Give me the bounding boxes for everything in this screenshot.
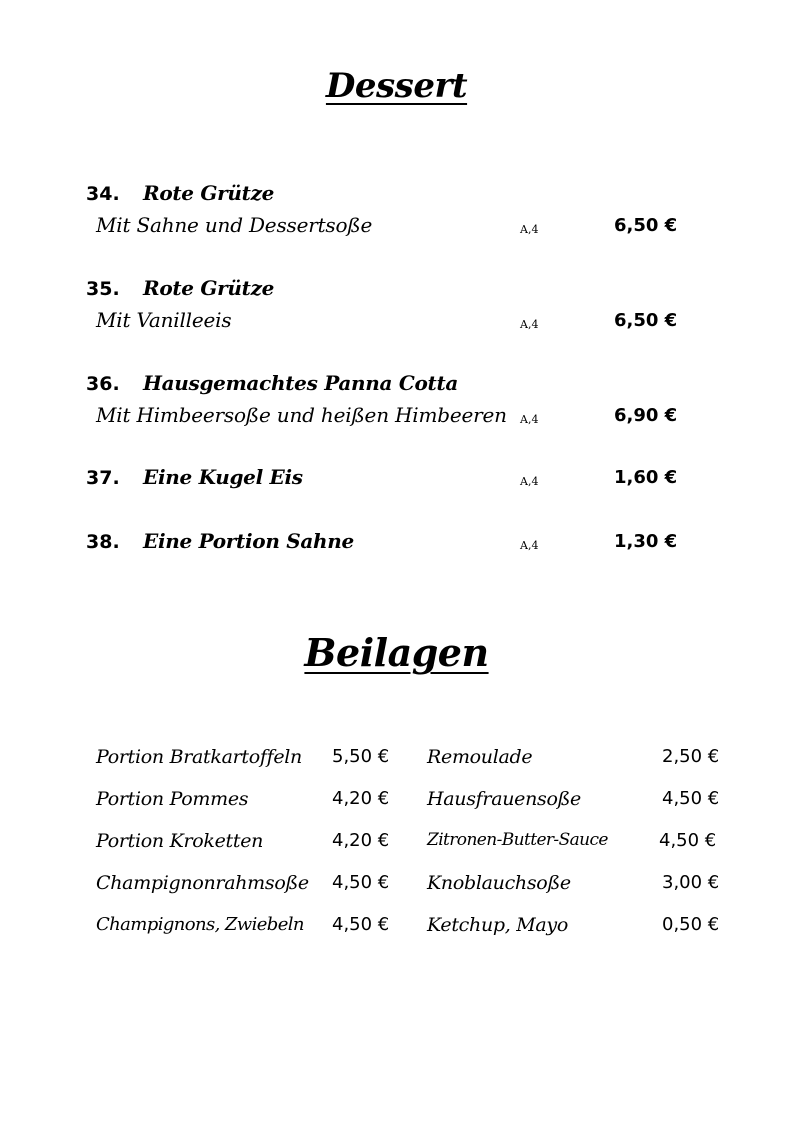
side-dish-price: 4,20 €	[332, 788, 390, 809]
side-dish-name: Portion Pommes	[96, 788, 249, 810]
item-price: 6,90 €	[614, 405, 678, 426]
item-price: 6,50 €	[614, 310, 678, 331]
item-price: 1,30 €	[614, 531, 678, 552]
item-number: 34.	[86, 183, 120, 205]
item-description: Mit Vanilleeis	[96, 308, 232, 332]
item-number: 38.	[86, 531, 120, 553]
side-dish-price: 2,50 €	[662, 746, 720, 767]
item-description: Mit Sahne und Dessertsoße	[96, 213, 373, 237]
side-dish-name: Remoulade	[427, 746, 533, 768]
side-dish-name: Knoblauchsoße	[427, 872, 571, 894]
item-allergens: A,4	[520, 539, 539, 552]
item-allergens: A,4	[520, 413, 539, 426]
item-allergens: A,4	[520, 475, 539, 488]
side-dish-row	[0, 830, 793, 860]
item-number: 35.	[86, 278, 120, 300]
side-dish-price: 0,50 €	[662, 914, 720, 935]
side-dish-name: Champignons, Zwiebeln	[96, 914, 304, 935]
side-dish-name: Portion Kroketten	[96, 830, 264, 852]
side-dish-price: 4,50 €	[332, 872, 390, 893]
side-dish-price: 4,50 €	[332, 914, 390, 935]
item-name: Eine Kugel Eis	[143, 465, 303, 489]
item-price: 1,60 €	[614, 467, 678, 488]
menu-item-34	[0, 181, 793, 241]
side-dish-name: Champignonrahmsoße	[96, 872, 309, 894]
item-name: Hausgemachtes Panna Cotta	[143, 371, 459, 395]
dessert-title-text: Dessert	[325, 66, 468, 106]
item-number: 36.	[86, 373, 120, 395]
side-dish-name: Portion Bratkartoffeln	[96, 746, 302, 768]
side-dish-price: 5,50 €	[332, 746, 390, 767]
menu-item-37	[0, 465, 793, 525]
dessert-section-title	[0, 66, 793, 106]
side-dish-row	[0, 746, 793, 776]
menu-item-35	[0, 276, 793, 336]
item-name: Eine Portion Sahne	[143, 529, 354, 553]
menu-item-36	[0, 371, 793, 431]
menu-item-38	[0, 529, 793, 589]
item-name: Rote Grütze	[143, 276, 275, 300]
side-dish-row	[0, 788, 793, 818]
side-dish-price: 4,50 €	[662, 788, 720, 809]
beilagen-section-title	[0, 630, 793, 675]
item-description: Mit Himbeersoße und heißen Himbeeren	[96, 403, 507, 427]
item-allergens: A,4	[520, 318, 539, 331]
side-dish-price: 4,50 €	[659, 830, 717, 851]
side-dish-row	[0, 872, 793, 902]
side-dish-name: Zitronen-Butter-Sauce	[427, 830, 608, 850]
side-dish-price: 3,00 €	[662, 872, 720, 893]
side-dish-name: Ketchup, Mayo	[427, 914, 568, 936]
side-dish-row	[0, 914, 793, 944]
side-dish-price: 4,20 €	[332, 830, 390, 851]
item-number: 37.	[86, 467, 120, 489]
side-dish-name: Hausfrauensoße	[427, 788, 581, 810]
item-price: 6,50 €	[614, 215, 678, 236]
beilagen-title-text: Beilagen	[304, 630, 489, 675]
item-name: Rote Grütze	[143, 181, 275, 205]
item-allergens: A,4	[520, 223, 539, 236]
